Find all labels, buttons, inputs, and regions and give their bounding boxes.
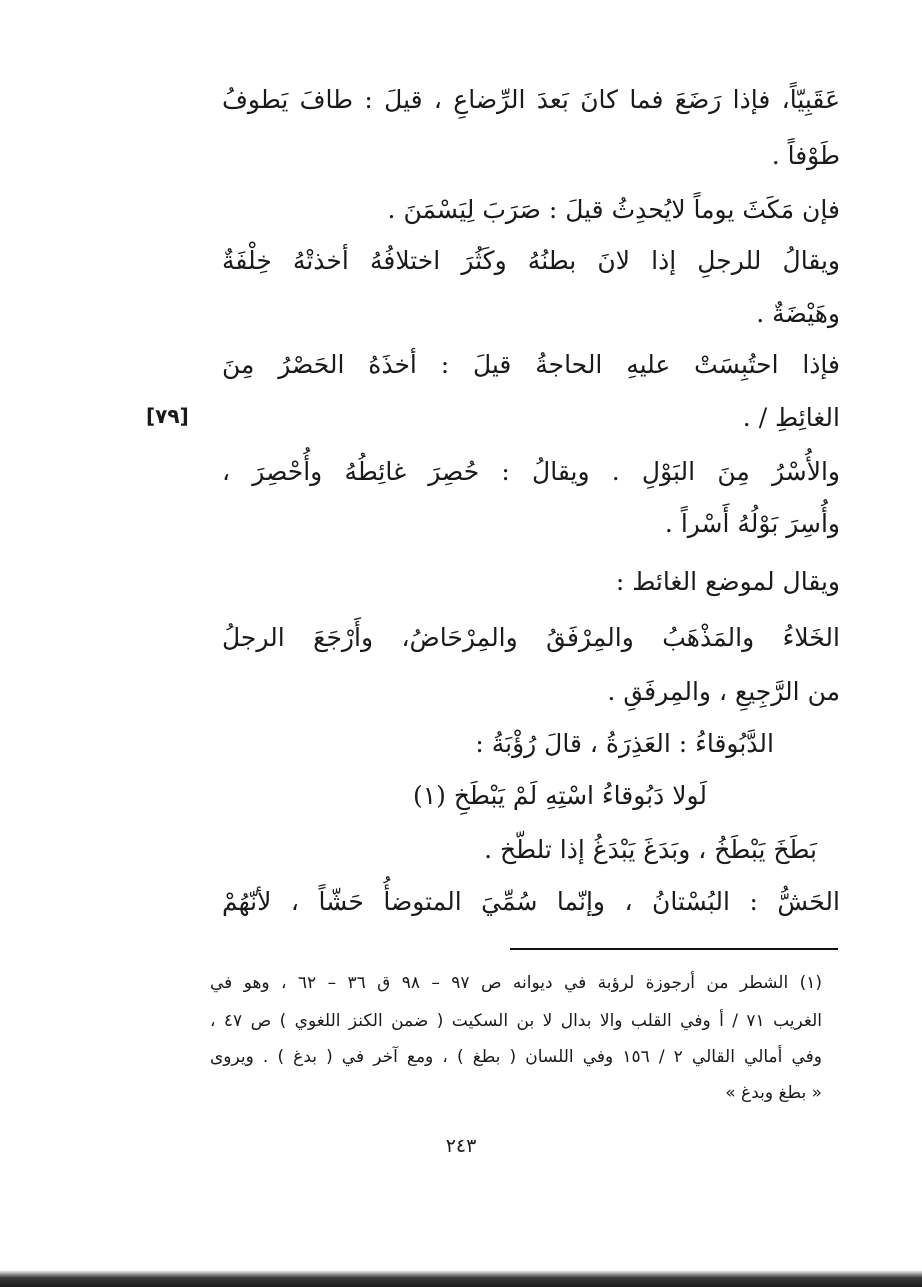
scan-edge — [0, 1270, 922, 1287]
text-line: فإن مَكَثَ يوماً لايُحدِثُ قيلَ : صَرَبَ لِيَسْمَنَ . — [387, 195, 840, 224]
text-line: ويقالُ للرجلِ إذا لانَ بطنُهُ وكَثُرَ اختلافُهُ أخذتْهُ خِلْفَةٌ — [222, 246, 840, 275]
text-line: الغائِطِ / . — [742, 403, 840, 432]
footnote-line: الغريب ٧١ / أ وفي القلب والا بدال لا بن السكيت ( ضمن الكنز اللغوي ) ص ٤٧ ، — [210, 1011, 823, 1031]
page-number: ٢٤٣ — [445, 1135, 477, 1157]
text-line: ويقال لموضع الغائط : — [615, 567, 840, 596]
text-line: الدَّبُوقاءُ : العَذِرَةُ ، قالَ رُؤْبَةُ : — [475, 729, 774, 758]
text-line: وهَيْضَةٌ . — [756, 299, 840, 328]
text-line: بَطَخَ يَبْطَخُ ، وبَدَغَ يَبْدَغُ إذا تلطّخ . — [484, 835, 817, 864]
text-line: والأُسْرُ مِنَ البَوْلِ . ويقالُ : حُصِرَ غائِطُهُ وأُحْصِرَ ، — [222, 457, 840, 486]
footnote-line: وفي أمالي القالي ٢ / ١٥٦ وفي اللسان ( بطغ ) ، ومع آخر في ( بدغ ) . ويروى — [210, 1047, 822, 1067]
text-line: فإذا احتُبِسَتْ عليهِ الحاجةُ قيلَ : أخذَهُ الحَصْرُ مِنَ — [222, 350, 840, 379]
margin-folio-marker: [٧٩] — [146, 404, 189, 428]
text-line: من الرَّجِيعِ ، والمِرفَقِ . — [607, 677, 840, 706]
text-line: الحَشُّ : البُسْتانُ ، وإنّما سُمِّيَ المتوضأُ حَشّاً ، لأنّهُمْ — [222, 887, 840, 916]
footnote-separator — [510, 948, 838, 950]
text-line: وأُسِرَ بَوْلُهُ أَسْراً . — [664, 509, 840, 538]
text-line: طَوْفاً . — [771, 141, 840, 170]
text-line: عَقَبِيّاً، فإذا رَضَعَ فما كانَ بَعدَ الرِّضاعِ ، قيلَ : طافَ يَطوفُ — [222, 85, 840, 114]
footnote-line: « بطغ وبدغ » — [725, 1083, 822, 1103]
footnote-line: (١) الشطر من أرجوزة لرؤبة في ديوانه ص ٩٧ – ٩٨ ق ٣٦ – ٦٢ ، وهو في — [210, 973, 823, 993]
poetry-verse: لَولا دَبُوقاءُ اسْتِهِ لَمْ يَبْطَخِ (١) — [412, 781, 707, 810]
text-line: الخَلاءُ والمَذْهَبُ والمِرْفَقُ والمِرْحَاضُ، وأَرْجَعَ الرجلُ — [222, 623, 840, 652]
